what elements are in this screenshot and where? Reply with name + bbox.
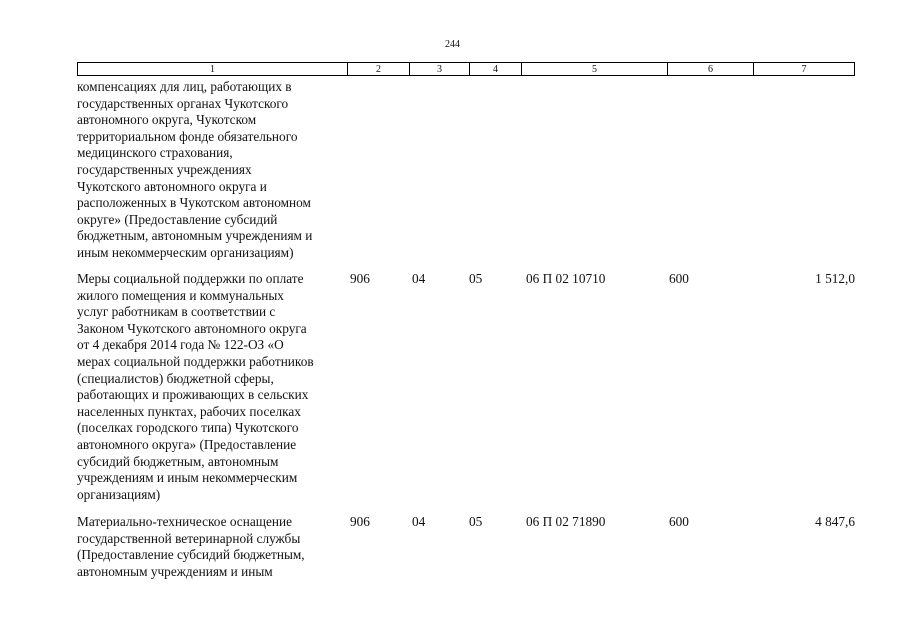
row-grbs: 906 bbox=[350, 271, 370, 286]
table-header bbox=[77, 62, 855, 76]
row-sum: 1 512,0 bbox=[815, 271, 855, 286]
row-expense-type: 600 bbox=[669, 271, 689, 286]
row-sum: 4 847,6 bbox=[815, 514, 855, 529]
row-subsection: 05 bbox=[469, 514, 483, 529]
row-description: Материально-техническое оснащение государственной ветеринарной службы (Предоставление субсидий бюджетным, автономным учреждениям и иным bbox=[77, 514, 305, 579]
row-section: 04 bbox=[412, 271, 426, 286]
row-target-article: 06 П 02 71890 bbox=[526, 514, 606, 529]
row-target-article: 06 П 02 10710 bbox=[526, 271, 606, 286]
column-header-2: 2 bbox=[348, 63, 410, 75]
column-header-5: 5 bbox=[522, 63, 668, 75]
column-header-3: 3 bbox=[410, 63, 470, 75]
row-subsection: 05 bbox=[469, 271, 483, 286]
row-section: 04 bbox=[412, 514, 426, 529]
row-grbs: 906 bbox=[350, 514, 370, 529]
row-description: компенсациях для лиц, работающих в государственных органах Чукотского автономного округа, Чукотском территориальном фонде обязательного медицинского страхования, государственных учреждениях Чукотского автономного округа и расположенных в Чукотском автономном округе» (Предоставление субсидий бюджетным, автономным учреждениям и иным некоммерческим организациям) bbox=[77, 79, 313, 260]
row-description: Меры социальной поддержки по оплате жилого помещения и коммунальных услуг работникам в соответствии с Законом Чукотского автономного округа от 4 декабря 2014 года № 122-ОЗ «О мерах социальной поддержки работников (специалистов) бюджетной сферы, работающих и проживающих в сельских населенных пунктах, рабочих поселках (поселках городского типа) Чукотского автономного округа» (Предоставление субсидий бюджетным, автономным учреждениям и иным некоммерческим организациям) bbox=[77, 271, 314, 502]
column-header-7: 7 bbox=[801, 63, 807, 75]
column-header-6: 6 bbox=[668, 63, 754, 75]
column-header-4: 4 bbox=[470, 63, 522, 75]
row-expense-type: 600 bbox=[669, 514, 689, 529]
column-header-1: 1 bbox=[78, 63, 348, 75]
page-number: 244 bbox=[445, 39, 460, 50]
